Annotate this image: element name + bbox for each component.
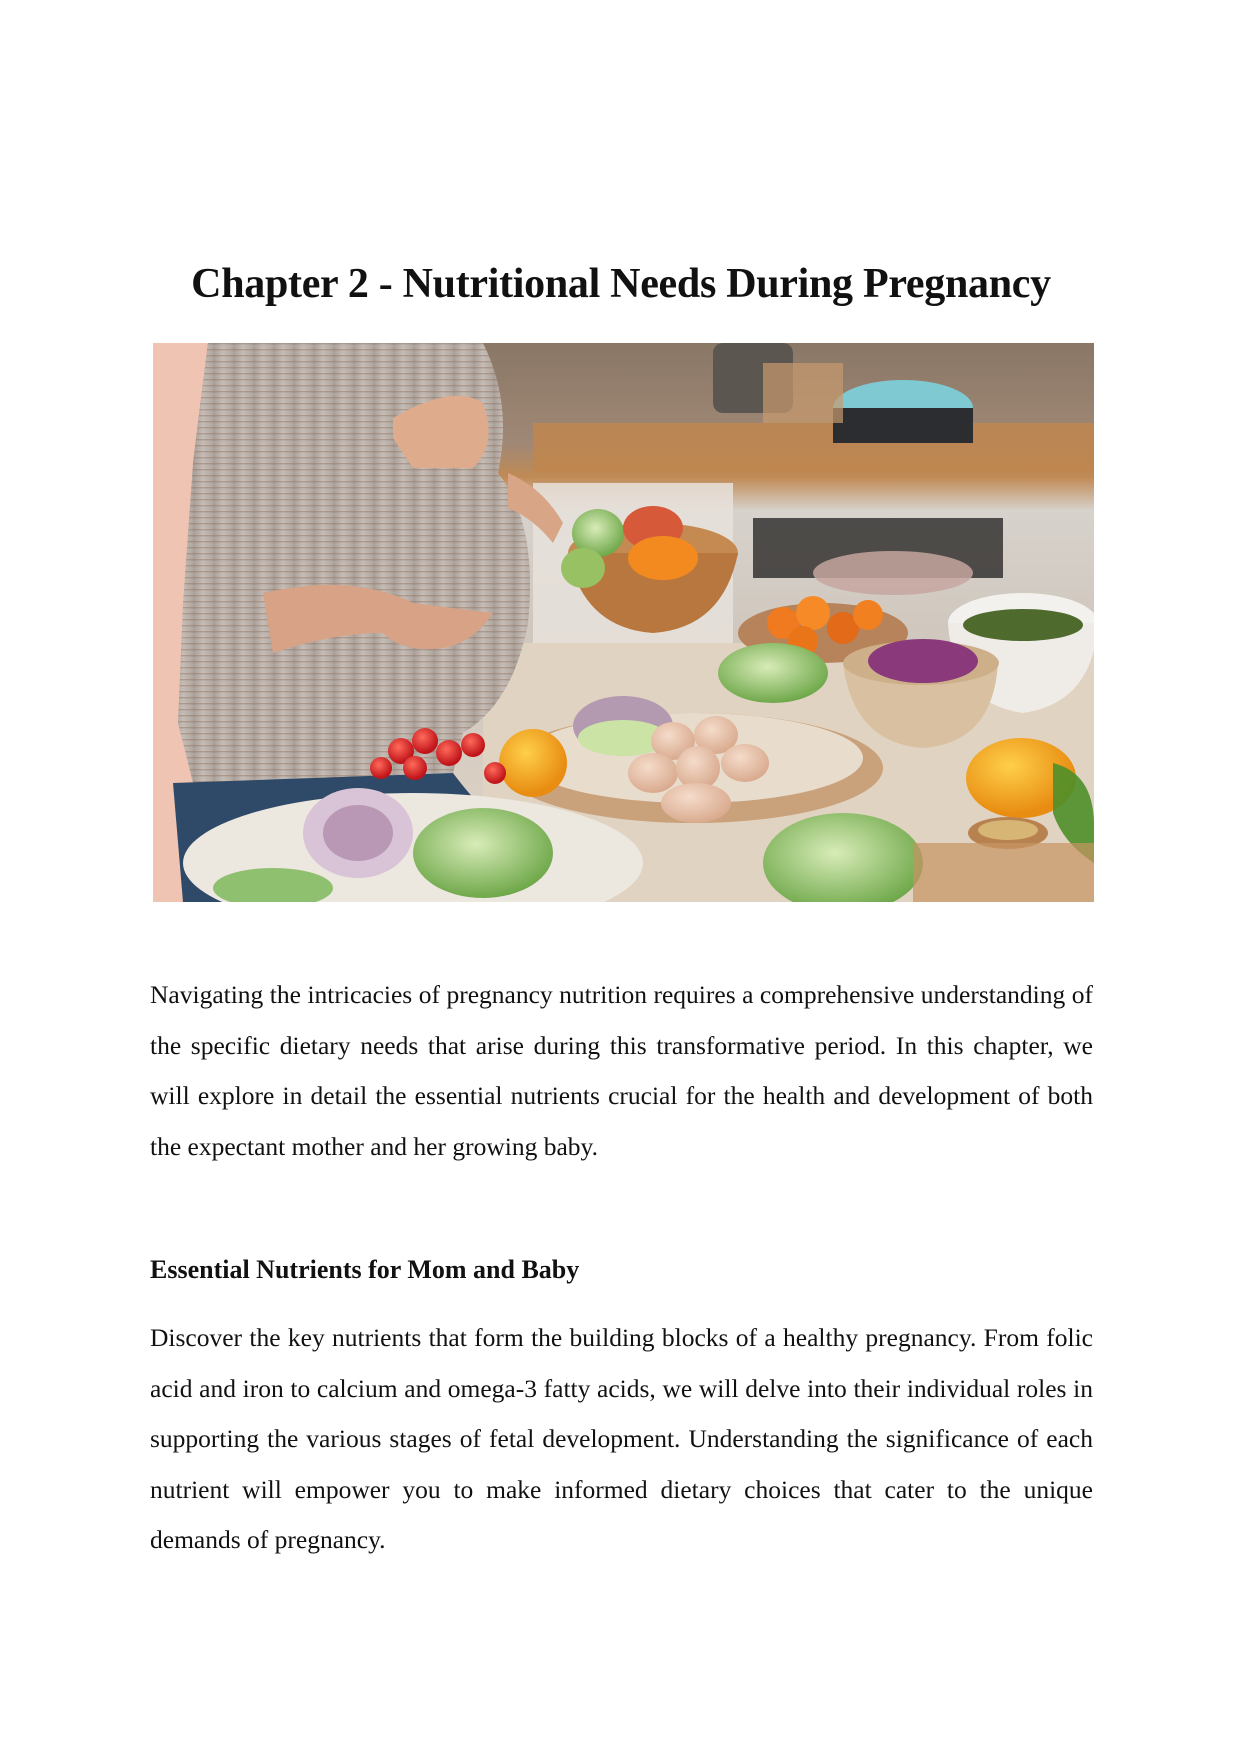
section-heading: Essential Nutrients for Mom and Baby: [150, 1255, 580, 1284]
intro-paragraph: Navigating the intricacies of pregnancy nutrition requires a comprehensive understanding of the specific dietary needs that arise during this transformative period. In this chapter, we will explore in detail the essential nutrients crucial for the health and development of both the expectant mother and her growing baby.: [150, 980, 1093, 1161]
chapter-title: Chapter 2 - Nutritional Needs During Pregnancy: [191, 261, 1051, 307]
section-paragraph: Discover the key nutrients that form the building blocks of a healthy pregnancy. From folic acid and iron to calcium and omega-3 fatty acids, we will delve into their individual roles in supporting the various stages of fetal development. Understanding the significance of each nutrient will empower you to make informed dietary choices that cater to the unique demands of pregnancy.: [150, 1323, 1093, 1554]
chapter-illustration: [153, 343, 1094, 902]
